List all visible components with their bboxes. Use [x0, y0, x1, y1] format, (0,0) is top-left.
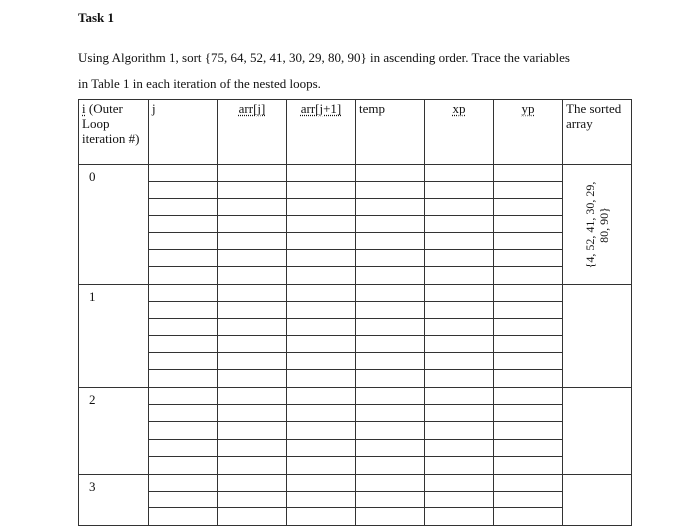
- trace-cell-group: [287, 388, 356, 475]
- trace-cell[interactable]: [494, 250, 562, 267]
- trace-cell[interactable]: [287, 250, 355, 267]
- trace-cell[interactable]: [425, 336, 493, 353]
- header-i: i (Outer Loop iteration #): [79, 100, 149, 165]
- trace-cell[interactable]: [287, 353, 355, 370]
- header-sorted: The sorted array: [563, 100, 632, 165]
- trace-cell[interactable]: [494, 405, 562, 422]
- iteration-number: 0: [79, 165, 149, 285]
- trace-cell-group: [494, 165, 563, 285]
- trace-cell-group: [425, 285, 494, 388]
- trace-cell[interactable]: [494, 457, 562, 474]
- trace-cell[interactable]: [218, 508, 286, 525]
- trace-cell[interactable]: [218, 353, 286, 370]
- trace-cell[interactable]: [218, 302, 286, 319]
- trace-cell[interactable]: [356, 336, 424, 353]
- trace-cell[interactable]: [425, 370, 493, 387]
- trace-cell[interactable]: [494, 182, 562, 199]
- trace-cell-group: [356, 474, 425, 525]
- trace-cell-group: [425, 388, 494, 475]
- trace-cell-group: [287, 474, 356, 525]
- trace-cell[interactable]: [425, 216, 493, 233]
- trace-cell[interactable]: [218, 388, 286, 405]
- trace-cell[interactable]: [149, 475, 217, 492]
- trace-cell[interactable]: [425, 440, 493, 457]
- trace-cell[interactable]: [356, 250, 424, 267]
- trace-cell[interactable]: [287, 165, 355, 182]
- trace-cell-group: [149, 388, 218, 475]
- trace-cell[interactable]: [356, 405, 424, 422]
- trace-cell[interactable]: [494, 233, 562, 250]
- header-arr-j: arr[j]: [218, 100, 287, 165]
- trace-cell[interactable]: [287, 457, 355, 474]
- trace-cell[interactable]: [356, 285, 424, 302]
- trace-cell[interactable]: [218, 233, 286, 250]
- trace-cell[interactable]: [356, 233, 424, 250]
- trace-cell[interactable]: [149, 388, 217, 405]
- trace-cell[interactable]: [494, 267, 562, 284]
- trace-cell[interactable]: [287, 370, 355, 387]
- trace-cell[interactable]: [287, 267, 355, 284]
- trace-cell[interactable]: [425, 388, 493, 405]
- trace-cell[interactable]: [218, 440, 286, 457]
- trace-cell[interactable]: [149, 250, 217, 267]
- trace-cell[interactable]: [149, 302, 217, 319]
- trace-cell[interactable]: [425, 199, 493, 216]
- trace-cell[interactable]: [287, 440, 355, 457]
- trace-cell-group: [356, 165, 425, 285]
- trace-cell[interactable]: [356, 422, 424, 439]
- trace-cell[interactable]: [287, 302, 355, 319]
- trace-cell[interactable]: [218, 182, 286, 199]
- trace-cell-group: [218, 474, 287, 525]
- trace-cell[interactable]: [218, 199, 286, 216]
- trace-cell[interactable]: [287, 508, 355, 525]
- iteration-row: [79, 285, 632, 388]
- trace-cell[interactable]: [356, 440, 424, 457]
- header-j: j: [149, 100, 218, 165]
- trace-cell[interactable]: [218, 319, 286, 336]
- trace-cell[interactable]: [425, 475, 493, 492]
- trace-cell[interactable]: [218, 475, 286, 492]
- trace-cell[interactable]: [494, 319, 562, 336]
- trace-cell[interactable]: [356, 475, 424, 492]
- trace-cell[interactable]: [494, 302, 562, 319]
- trace-cell[interactable]: [149, 216, 217, 233]
- trace-cell[interactable]: [356, 182, 424, 199]
- trace-cell[interactable]: [287, 319, 355, 336]
- trace-cell[interactable]: [494, 475, 562, 492]
- trace-cell[interactable]: [149, 440, 217, 457]
- trace-cell[interactable]: [356, 353, 424, 370]
- trace-cell[interactable]: [218, 250, 286, 267]
- trace-cell[interactable]: [149, 319, 217, 336]
- header-xp: xp: [425, 100, 494, 165]
- trace-cell[interactable]: [425, 285, 493, 302]
- trace-cell[interactable]: [356, 457, 424, 474]
- iteration-number: 3: [79, 474, 149, 525]
- trace-cell[interactable]: [287, 492, 355, 509]
- trace-cell-group: [287, 165, 356, 285]
- trace-cell-group: [494, 285, 563, 388]
- trace-cell[interactable]: [149, 492, 217, 509]
- trace-cell[interactable]: [287, 233, 355, 250]
- sorted-array-cell: [563, 165, 632, 285]
- trace-cell-group: [149, 285, 218, 388]
- trace-cell-group: [218, 165, 287, 285]
- trace-cell[interactable]: [356, 302, 424, 319]
- trace-table: [78, 99, 632, 526]
- trace-cell[interactable]: [218, 285, 286, 302]
- trace-cell-group: [494, 388, 563, 475]
- trace-cell[interactable]: [494, 388, 562, 405]
- trace-cell[interactable]: [494, 216, 562, 233]
- trace-cell[interactable]: [149, 285, 217, 302]
- trace-cell[interactable]: [149, 199, 217, 216]
- trace-cell[interactable]: [218, 216, 286, 233]
- trace-cell[interactable]: [149, 182, 217, 199]
- trace-cell[interactable]: [494, 199, 562, 216]
- trace-cell[interactable]: [218, 165, 286, 182]
- trace-cell-group: [425, 474, 494, 525]
- trace-cell[interactable]: [287, 405, 355, 422]
- trace-cell[interactable]: [149, 267, 217, 284]
- trace-cell[interactable]: [356, 492, 424, 509]
- trace-cell[interactable]: [218, 405, 286, 422]
- trace-cell[interactable]: [287, 199, 355, 216]
- trace-cell[interactable]: [149, 370, 217, 387]
- trace-cell[interactable]: [149, 353, 217, 370]
- trace-cell[interactable]: [356, 267, 424, 284]
- trace-cell[interactable]: [425, 353, 493, 370]
- trace-cell-group: [356, 388, 425, 475]
- trace-cell-group: [494, 474, 563, 525]
- trace-cell[interactable]: [149, 508, 217, 525]
- trace-cell[interactable]: [287, 336, 355, 353]
- task-title: Task 1: [78, 10, 115, 25]
- header-yp: yp: [494, 100, 563, 165]
- instruction-line-1: Using Algorithm 1, sort {75, 64, 52, 41, 30, 29, 80, 90} in ascending order. Trace the variables: [78, 50, 570, 65]
- trace-cell-group: [149, 165, 218, 285]
- trace-cell[interactable]: [425, 182, 493, 199]
- trace-cell-group: [356, 285, 425, 388]
- trace-cell[interactable]: [494, 370, 562, 387]
- trace-cell[interactable]: [149, 457, 217, 474]
- trace-cell[interactable]: [218, 370, 286, 387]
- iteration-row: [79, 165, 632, 285]
- iteration-row: [79, 388, 632, 475]
- trace-cell[interactable]: [287, 475, 355, 492]
- trace-cell[interactable]: [218, 267, 286, 284]
- trace-cell[interactable]: [218, 336, 286, 353]
- sorted-array-cell: [563, 388, 632, 475]
- trace-cell[interactable]: [218, 492, 286, 509]
- trace-cell[interactable]: [494, 492, 562, 509]
- trace-cell[interactable]: [149, 405, 217, 422]
- trace-cell-group: [425, 165, 494, 285]
- trace-cell[interactable]: [425, 492, 493, 509]
- trace-cell[interactable]: [287, 422, 355, 439]
- trace-cell[interactable]: [356, 370, 424, 387]
- trace-cell[interactable]: [425, 267, 493, 284]
- trace-cell[interactable]: [494, 422, 562, 439]
- trace-cell[interactable]: [218, 457, 286, 474]
- trace-cell-group: [149, 474, 218, 525]
- trace-cell-group: [218, 285, 287, 388]
- trace-cell[interactable]: [218, 422, 286, 439]
- trace-cell[interactable]: [494, 353, 562, 370]
- trace-cell[interactable]: [287, 388, 355, 405]
- sorted-array-cell: [563, 474, 632, 525]
- trace-cell[interactable]: [356, 216, 424, 233]
- trace-cell[interactable]: [425, 250, 493, 267]
- trace-cell[interactable]: [149, 422, 217, 439]
- trace-cell[interactable]: [425, 319, 493, 336]
- trace-cell[interactable]: [287, 285, 355, 302]
- trace-cell[interactable]: [494, 508, 562, 525]
- trace-cell[interactable]: [425, 233, 493, 250]
- iteration-number: 1: [79, 285, 149, 388]
- trace-cell[interactable]: [425, 302, 493, 319]
- trace-cell[interactable]: [356, 508, 424, 525]
- sorted-array-text: {4, 52, 41, 30, 29, 80, 90}: [583, 181, 611, 268]
- iteration-number: 2: [79, 388, 149, 475]
- trace-cell[interactable]: [356, 388, 424, 405]
- trace-cell[interactable]: [494, 336, 562, 353]
- trace-cell[interactable]: [149, 336, 217, 353]
- trace-cell[interactable]: [287, 182, 355, 199]
- trace-cell[interactable]: [494, 165, 562, 182]
- trace-cell[interactable]: [287, 216, 355, 233]
- trace-cell[interactable]: [425, 165, 493, 182]
- header-temp: temp: [356, 100, 425, 165]
- trace-cell[interactable]: [425, 457, 493, 474]
- header-arr-j1: arr[j+1]: [287, 100, 356, 165]
- instruction-line-2: in Table 1 in each iteration of the nested loops.: [78, 76, 321, 91]
- trace-cell-group: [218, 388, 287, 475]
- trace-cell[interactable]: [494, 440, 562, 457]
- trace-cell[interactable]: [149, 165, 217, 182]
- trace-cell[interactable]: [356, 199, 424, 216]
- trace-cell[interactable]: [494, 285, 562, 302]
- trace-cell[interactable]: [356, 165, 424, 182]
- trace-cell[interactable]: [425, 405, 493, 422]
- trace-cell[interactable]: [356, 319, 424, 336]
- iteration-row: [79, 474, 632, 525]
- trace-cell[interactable]: [425, 508, 493, 525]
- trace-cell-group: [287, 285, 356, 388]
- trace-cell[interactable]: [149, 233, 217, 250]
- sorted-array-cell: [563, 285, 632, 388]
- trace-cell[interactable]: [425, 422, 493, 439]
